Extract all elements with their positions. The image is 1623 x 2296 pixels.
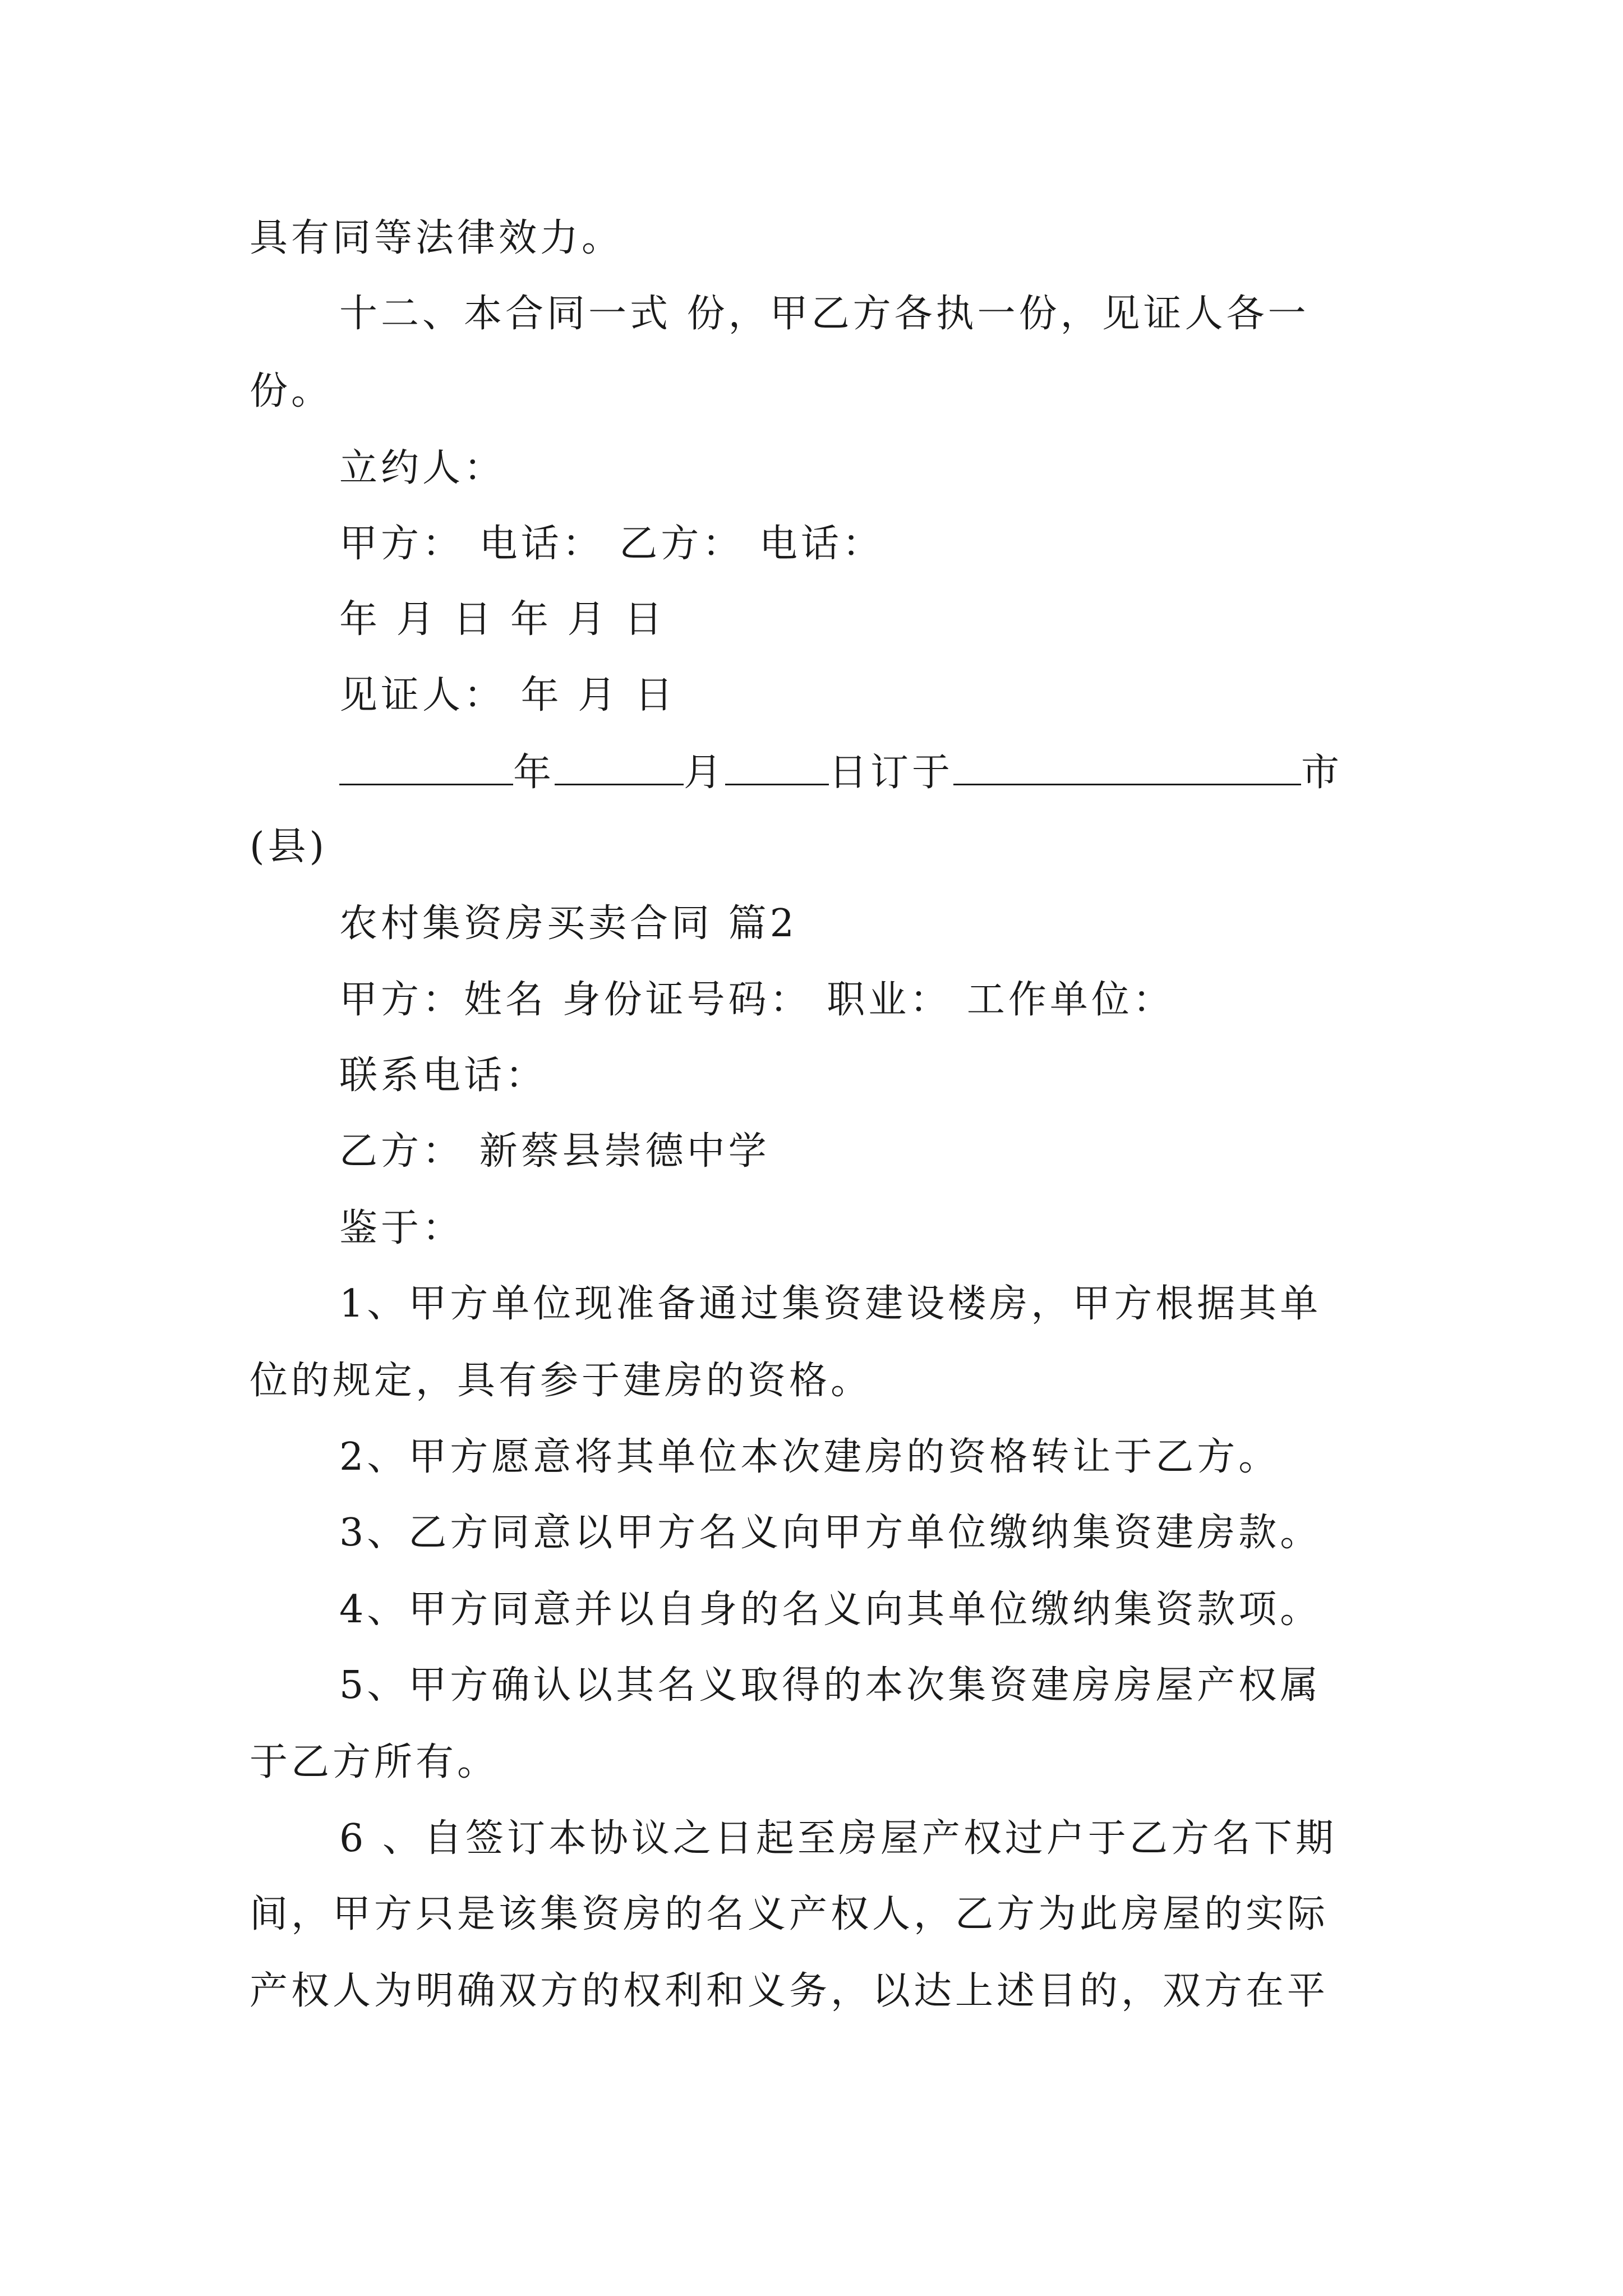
text-line: 份。 (250, 369, 333, 413)
day-signed-label: 日订于 (829, 751, 954, 795)
city-label: 市 (1301, 751, 1343, 795)
text-line: 乙方： 新蔡县崇德中学 (339, 1129, 770, 1174)
text-line: 4、甲方同意并以自身的名义向其单位缴纳集资款项。 (339, 1588, 1322, 1632)
date-signing-line (339, 745, 1382, 801)
text-line: 十二、本合同一式 份，甲乙方各执一份，见证人各一 (339, 292, 1310, 336)
text-line: 位的规定，具有参于建房的资格。 (250, 1359, 873, 1403)
blank-year (339, 749, 513, 785)
blank-city (953, 749, 1301, 785)
section-heading: 农村集资房买卖合同 篇2 (339, 901, 797, 946)
year-label: 年 (513, 751, 555, 795)
text-line: 联系电话： (339, 1053, 547, 1098)
text-line: 鉴于： (339, 1206, 464, 1250)
text-line: (县) (250, 825, 328, 869)
text-line: 3、乙方同意以甲方名义向甲方单位缴纳集资建房款。 (339, 1511, 1322, 1555)
text-line: 见证人： 年 月 日 (339, 673, 676, 717)
text-line: 具有同等法律效力。 (250, 216, 624, 260)
text-line: 5、甲方确认以其名义取得的本次集资建房房屋产权属 (339, 1663, 1322, 1708)
text-line: 1、甲方单位现准备通过集资建设楼房，甲方根据其单 (339, 1282, 1322, 1326)
text-line: 产权人为明确双方的权利和义务，以达上述目的，双方在平 (250, 1969, 1329, 2013)
text-line: 甲方：姓名 身份证号码： 职业： 工作单位： (339, 978, 1174, 1022)
text-line: 6 、自签订本协议之日起至房屋产权过户于乙方名下期 (339, 1816, 1337, 1861)
blank-day (725, 749, 829, 785)
text-line: 间，甲方只是该集资房的名义产权人，乙方为此房屋的实际 (250, 1892, 1329, 1936)
blank-month (555, 749, 684, 785)
month-label: 月 (684, 751, 726, 795)
text-line: 甲方： 电话： 乙方： 电话： (339, 522, 884, 566)
text-line: 于乙方所有。 (250, 1740, 499, 1784)
text-line: 立约人： (339, 446, 506, 490)
text-line: 2、甲方愿意将其单位本次建房的资格转让于乙方。 (339, 1435, 1280, 1479)
text-line: 年 月 日 年 月 日 (339, 597, 666, 642)
